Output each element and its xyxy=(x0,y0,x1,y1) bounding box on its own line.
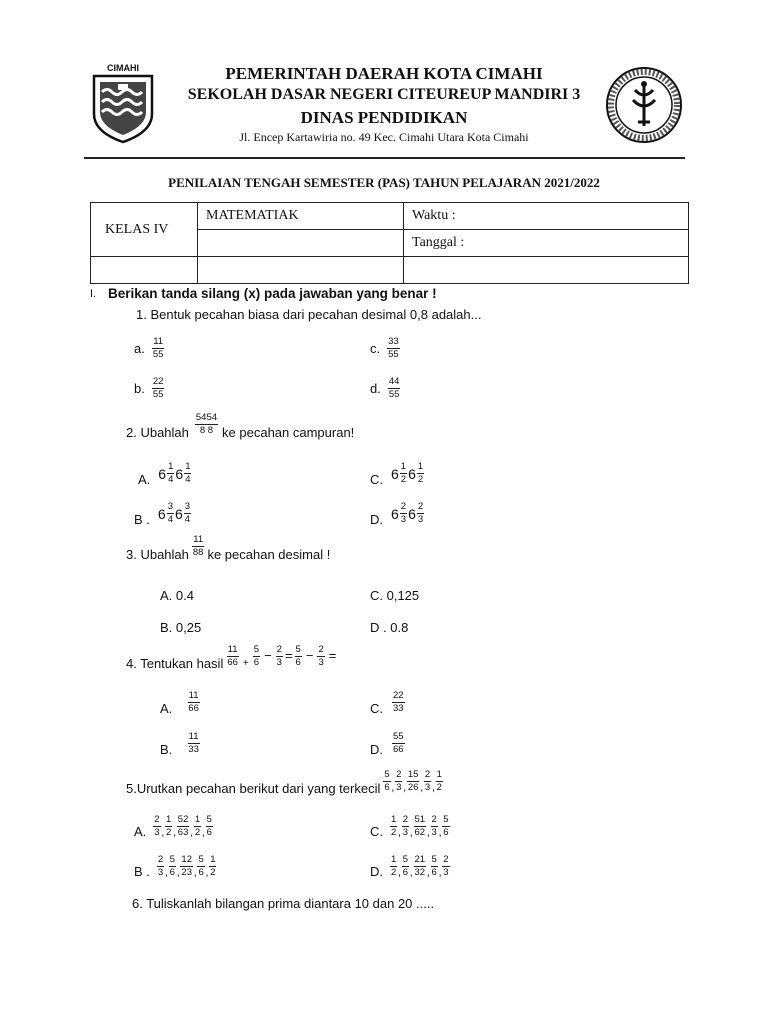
date-cell: Tanggal : xyxy=(404,230,689,257)
school-seal-logo xyxy=(605,66,683,144)
comma-separator: ’ xyxy=(193,873,197,885)
q1-option-b[interactable] xyxy=(134,376,165,401)
subject-cell: MATEMATIAK xyxy=(198,203,404,230)
fraction-list xyxy=(156,854,218,885)
comma-separator: ’ xyxy=(165,873,168,885)
comma-separator: ’ xyxy=(438,833,442,845)
operator: = xyxy=(328,648,337,663)
option-label: A. xyxy=(160,701,173,716)
question-5-text xyxy=(126,769,444,800)
operator: + xyxy=(242,658,249,669)
logo-left-text: CIMAHI xyxy=(107,63,139,73)
empty-cell xyxy=(404,257,689,284)
option-label: D. xyxy=(370,742,383,757)
section-instruction: Berikan tanda silang (x) pada jawaban yang benar ! xyxy=(108,286,437,301)
fraction: $\frac{55}{66}$ xyxy=(393,731,404,755)
q2-prefix: 2. Ubahlah xyxy=(126,425,189,440)
option-label: B. xyxy=(160,742,173,757)
fraction: $\frac{52}{63}$ xyxy=(177,814,189,838)
fraction: $\frac{11}{33}$ xyxy=(188,731,199,755)
fraction: $\frac{1}{2}$ xyxy=(391,854,397,878)
q2-option-a[interactable] xyxy=(138,461,192,486)
comma-separator: ’ xyxy=(410,833,413,845)
fraction: $\frac{11}{66}$ xyxy=(188,690,199,714)
fraction: $\frac{51}{62}$ xyxy=(414,814,426,838)
comma-separator: ’ xyxy=(410,873,413,885)
fraction: $\frac{21}{32}$ xyxy=(414,854,426,878)
option-label: d. xyxy=(370,381,381,396)
q3-prefix: 3. Ubahlah xyxy=(126,547,189,562)
comma-separator: ’ xyxy=(420,788,423,800)
q1-option-c[interactable] xyxy=(370,336,401,361)
q5-option-a[interactable] xyxy=(134,814,214,845)
operator: − xyxy=(305,648,314,663)
comma-separator: ’ xyxy=(173,833,176,845)
subject-cell-empty xyxy=(198,230,404,257)
comma-separator: ’ xyxy=(427,873,430,885)
exam-title: PENILAIAN TENGAH SEMESTER (PAS) TAHUN PELAJARAN 2021/2022 xyxy=(168,175,600,190)
header-line-3: DINAS PENDIDIKAN xyxy=(300,108,468,127)
q4-option-c[interactable] xyxy=(370,690,406,715)
mixed-fraction: 6 $\frac{1}{2}$ 6 $\frac{1}{2}$ xyxy=(391,461,424,485)
fraction: $\frac{1}{2}$ xyxy=(391,814,397,838)
q4-prefix: 4. Tentukan hasil xyxy=(126,656,224,671)
option-label: A. xyxy=(134,824,147,839)
option-label: B . xyxy=(134,512,150,527)
fraction: $\frac{1}{2}$ xyxy=(210,854,216,878)
comma-separator: ’ xyxy=(398,833,401,845)
fraction: $\frac{5}{6}$ xyxy=(431,854,437,878)
q1-option-d[interactable] xyxy=(370,376,401,401)
fraction-list xyxy=(389,854,451,885)
comma-separator: ’ xyxy=(398,873,401,885)
comma-separator: ’ xyxy=(403,788,406,800)
option-label: D. xyxy=(370,512,383,527)
q3-suffix: ke pecahan desimal ! xyxy=(207,547,331,562)
fraction: $\frac{22}{33}$ xyxy=(393,690,404,714)
fraction: $\frac{2}{3}$ xyxy=(431,814,437,838)
fraction: $\frac{5}{6}$ xyxy=(206,814,212,838)
question-1-text: 1. Bentuk pecahan biasa dari pecahan desimal 0,8 adalah... xyxy=(136,307,482,322)
fraction-list xyxy=(382,769,444,800)
fraction: $\frac{22}{55}$ xyxy=(152,376,164,400)
comma-separator: ’ xyxy=(161,833,165,845)
time-cell: Waktu : xyxy=(404,203,689,230)
fraction: $\frac{5}{6}$ xyxy=(253,644,260,668)
option-label: c. xyxy=(370,341,381,356)
operator: − xyxy=(264,648,272,663)
empty-cell xyxy=(91,257,198,284)
q2-option-d[interactable] xyxy=(370,501,425,526)
option-label: b. xyxy=(134,381,145,396)
option-label: C. xyxy=(370,824,383,839)
header-address: Jl. Encep Kartawiria no. 49 Kec. Cimahi Utara Kota Cimahi xyxy=(239,130,529,144)
fraction: $\frac{2}{3}$ xyxy=(276,644,282,668)
question-4-text xyxy=(126,646,339,671)
q4-option-d[interactable] xyxy=(370,731,406,756)
fraction: $\frac{5}{6}$ xyxy=(384,769,390,793)
question-3-text xyxy=(126,534,331,562)
fraction: $\frac{2}{3}$ xyxy=(443,854,449,878)
mixed-fraction: 6 $\frac{2}{3}$ 6 $\frac{2}{3}$ xyxy=(391,501,424,525)
fraction: $\frac{5}{6}$ xyxy=(443,814,449,838)
mixed-fraction: 6 $\frac{3}{4}$ 6 $\frac{3}{4}$ xyxy=(157,501,191,525)
q5-option-c[interactable] xyxy=(370,814,451,845)
fraction: $\frac{11}{66}$ xyxy=(227,644,238,668)
question-6-text: 6. Tuliskanlah bilangan prima diantara 10 dan 20 ..... xyxy=(132,896,435,911)
section-numeral: I. xyxy=(90,288,97,300)
comma-separator: ’ xyxy=(391,788,395,800)
question-2-text xyxy=(126,412,355,440)
fraction: $\frac{5}{6}$ xyxy=(402,854,409,878)
info-table xyxy=(90,202,689,284)
operator: = xyxy=(284,648,293,663)
fraction: $\frac{1}{2}$ xyxy=(194,814,201,838)
fraction: $\frac{15}{26}$ xyxy=(407,769,419,793)
fraction: $\frac{2}{3}$ xyxy=(154,814,160,838)
option-label: A. xyxy=(138,472,151,487)
mixed-fraction: 6 $\frac{1}{4}$ 6 $\frac{1}{4}$ xyxy=(158,461,191,485)
q5-prefix: 5.Urutkan pecahan berikut dari yang terkecil xyxy=(126,781,381,796)
empty-cell xyxy=(198,257,404,284)
fraction: $\frac{33}{55}$ xyxy=(388,336,399,360)
q2-option-b[interactable] xyxy=(134,501,192,526)
fraction: $\frac{2}{3}$ xyxy=(318,644,324,668)
class-cell: KELAS IV xyxy=(91,203,198,257)
fraction: $\frac{5}{6}$ xyxy=(198,854,204,878)
comma-separator: ’ xyxy=(176,873,180,885)
q5-option-d[interactable] xyxy=(370,854,451,885)
option-label: B . xyxy=(134,864,150,879)
q1-option-a[interactable] xyxy=(134,336,165,361)
header-line-1: PEMERINTAH DAERAH KOTA CIMAHI xyxy=(225,64,543,83)
fraction: $\frac{12}{23}$ xyxy=(181,854,192,878)
fraction: $\frac{11}{88}$ xyxy=(192,534,204,558)
fraction: $\frac{1}{2}$ xyxy=(436,769,442,793)
q2-suffix: ke pecahan campuran! xyxy=(222,425,355,440)
fraction: $\frac{5454}{8 8}$ xyxy=(195,412,218,436)
fraction: $\frac{44}{55}$ xyxy=(388,376,400,400)
fraction: $\frac{2}{3}$ xyxy=(396,769,402,793)
option-label: C. xyxy=(370,472,383,487)
option-label: D. xyxy=(370,864,383,879)
q3-option-b[interactable]: B. 0,25 xyxy=(160,620,202,635)
fraction: $\frac{2}{3}$ xyxy=(157,854,164,878)
header-line-2: SEKOLAH DASAR NEGERI CITEUREUP MANDIRI 3 xyxy=(187,86,581,103)
fraction: $\frac{5}{6}$ xyxy=(169,854,175,878)
q3-option-d[interactable]: D . 0.8 xyxy=(370,620,409,635)
fraction-list xyxy=(152,814,214,845)
q2-option-c[interactable] xyxy=(370,461,425,486)
fraction: $\frac{2}{3}$ xyxy=(402,814,409,838)
comma-separator: ’ xyxy=(190,833,193,845)
comma-separator: ’ xyxy=(438,873,442,885)
option-label: C. xyxy=(370,701,383,716)
fraction: $\frac{1}{2}$ xyxy=(166,814,172,838)
fraction: $\frac{5}{6}$ xyxy=(295,644,301,668)
comma-separator: ’ xyxy=(205,873,209,885)
q3-option-c[interactable]: C. 0,125 xyxy=(370,588,420,603)
fraction: $\frac{11}{55}$ xyxy=(152,336,164,360)
fraction: $\frac{2}{3}$ xyxy=(424,769,431,793)
comma-separator: ’ xyxy=(432,788,435,800)
comma-separator: ’ xyxy=(427,833,430,845)
fraction-list xyxy=(389,814,451,845)
q3-option-a[interactable]: A. 0.4 xyxy=(160,588,194,603)
comma-separator: ’ xyxy=(202,833,205,845)
q4-option-a[interactable] xyxy=(160,690,201,715)
q4-option-b[interactable] xyxy=(160,731,201,756)
q5-option-b[interactable] xyxy=(134,854,217,885)
option-label: a. xyxy=(134,341,145,356)
header-divider xyxy=(84,157,685,159)
